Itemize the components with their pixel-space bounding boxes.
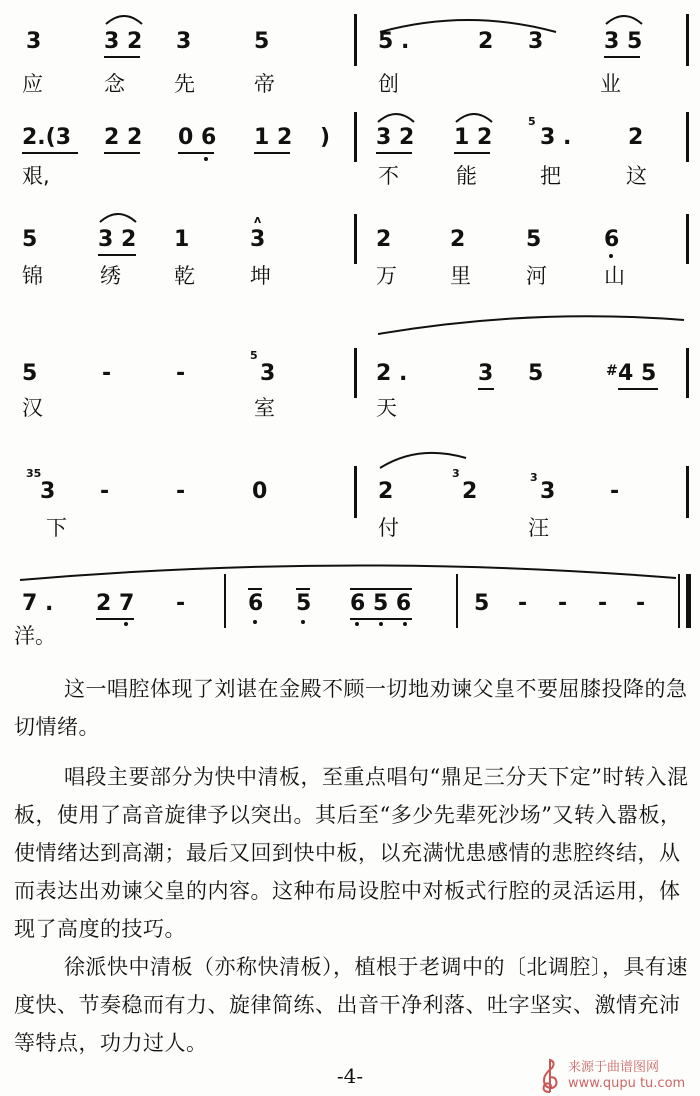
watermark-url: www.qupu tu.com: [568, 1076, 686, 1091]
lyric: 乾: [174, 264, 195, 288]
note: 5: [22, 361, 38, 386]
note: 3: [40, 479, 56, 504]
note: 1 2: [454, 125, 493, 150]
underline: [96, 618, 134, 620]
note: 3: [250, 227, 266, 252]
lyric: 坤: [250, 264, 271, 288]
paragraph-2: 唱段主要部分为快中清板，至重点唱句“鼎足三分天下定”时转入混板，使用了高音旋律予以突出。其后至“多少先辈死沙场”又转入嚣板，使情绪达到高潮；最后又回到快中板，以充满忧患感情的悲腔终结，从而表达出劝谏父皇的内容。这种布局设腔中对板式行腔的灵活运用，体现了高度的技巧。: [14, 765, 689, 941]
grace-note: 5: [250, 349, 258, 362]
note: 3: [540, 479, 556, 504]
note: 0: [252, 479, 268, 504]
bar-line: [224, 574, 226, 628]
note: 6: [604, 227, 620, 252]
score-line-6: [0, 552, 700, 652]
score-line-2: [0, 112, 700, 212]
note: 3: [260, 361, 276, 386]
treble-clef-icon: [536, 1056, 564, 1096]
grace-note: 3: [530, 471, 538, 484]
score-line-5: [0, 434, 700, 540]
lyric: 业: [600, 72, 621, 96]
note: 1 2: [254, 125, 293, 150]
note: -: [176, 479, 186, 504]
note: 5: [296, 591, 312, 616]
underline: [254, 152, 290, 154]
lyric: 汉: [22, 396, 43, 420]
note: -: [598, 591, 608, 616]
lyric: 锦: [22, 264, 43, 288]
lyric: 这: [626, 164, 647, 188]
note: 5: [22, 227, 38, 252]
watermark: [536, 1056, 696, 1096]
note: 2 7: [96, 591, 135, 616]
lyric: 绣: [100, 264, 121, 288]
lyric: 室: [254, 396, 275, 420]
note: 2 .: [376, 361, 408, 386]
bar-line: [354, 214, 357, 264]
note: -: [636, 591, 646, 616]
slur: [18, 558, 678, 582]
underline: [22, 152, 78, 154]
slur: [376, 110, 416, 124]
bar-line: [686, 466, 689, 518]
lyric: 河: [526, 264, 547, 288]
low-octave-dot: [253, 620, 257, 624]
lyric: 付: [378, 516, 399, 540]
low-octave-dot: [124, 622, 128, 626]
lyric: 先: [174, 72, 195, 96]
note: 2: [628, 125, 644, 150]
lyric: 应: [22, 72, 43, 96]
note: 2: [462, 479, 478, 504]
bar-line: [354, 14, 357, 66]
paragraph-3: 徐派快中清板（亦称快清板），植根于老调中的〔北调腔〕，具有速度快、节奏稳而有力、旋律简练、出音干净利落、吐字坚实、激情充沛等特点，功力过人。: [14, 955, 688, 1055]
paragraph-1: 这一唱腔体现了刘谌在金殿不顾一切地劝谏父皇不要屈膝投降的急切情绪。: [14, 677, 688, 739]
note: 5: [528, 361, 544, 386]
note: 3: [528, 29, 544, 54]
bar-line: [354, 348, 357, 398]
note: -: [100, 479, 110, 504]
note: 2: [376, 227, 392, 252]
lyric: 不: [378, 164, 399, 188]
underline: [618, 388, 658, 390]
note: -: [176, 361, 186, 386]
underline: [104, 56, 140, 58]
high-overline: [296, 588, 310, 590]
note: 5: [474, 591, 490, 616]
note: 2: [378, 479, 394, 504]
note: -: [610, 479, 620, 504]
slur: [98, 210, 138, 224]
watermark-text: 来源于曲谱图网: [568, 1060, 660, 1075]
underline: [604, 56, 640, 58]
note: -: [518, 591, 528, 616]
lyric: 创: [378, 72, 399, 96]
note: 3 .: [540, 125, 572, 150]
page-number: -4-: [336, 1064, 364, 1088]
score-line-1: [0, 10, 700, 110]
lyric: 洋。: [14, 624, 56, 648]
score-line-4: [0, 312, 700, 420]
lyric: 里: [450, 264, 471, 288]
note: 6 5 6: [350, 591, 412, 616]
low-octave-dot: [355, 622, 359, 626]
lyric: 下: [46, 516, 67, 540]
note: 3 2: [104, 29, 143, 54]
underline: [478, 388, 494, 390]
slur: [104, 12, 144, 26]
grace-note: 35: [26, 467, 42, 480]
bar-line: [686, 348, 689, 398]
lyric: 把: [540, 164, 561, 188]
note: 7 .: [22, 591, 54, 616]
note: 3: [478, 361, 494, 386]
low-octave-dot: [379, 622, 383, 626]
underline: [178, 152, 214, 154]
note: -: [176, 591, 186, 616]
grace-note: 3: [452, 467, 460, 480]
note: 6: [248, 591, 264, 616]
low-octave-dot: [609, 254, 613, 258]
grace-note: ʌ: [254, 213, 262, 226]
underline: [454, 152, 490, 154]
bar-line: [686, 112, 689, 162]
note: 1: [174, 227, 190, 252]
note: 2: [478, 29, 494, 54]
bar-line: [354, 112, 357, 162]
slur: [454, 110, 494, 124]
final-bar-thick: [686, 574, 691, 628]
note: 2: [450, 227, 466, 252]
note: 0 6: [178, 125, 217, 150]
lyric: 汪: [528, 516, 549, 540]
final-bar-thin: [678, 574, 680, 628]
bar-line: [354, 466, 357, 518]
high-overline: [248, 588, 262, 590]
lyric: 天: [376, 396, 397, 420]
lyric: 万: [376, 264, 397, 288]
note: 3 2: [376, 125, 415, 150]
low-octave-dot: [204, 157, 208, 161]
note: 5 .: [378, 29, 410, 54]
note: 3: [26, 29, 42, 54]
note: 3: [176, 29, 192, 54]
note: 2.(3: [22, 125, 72, 150]
low-octave-dot: [301, 620, 305, 624]
bar-line: [686, 14, 689, 66]
lyric: 能: [456, 164, 477, 188]
note: 5: [254, 29, 270, 54]
low-octave-dot: [403, 622, 407, 626]
high-overline: [350, 588, 412, 590]
note: 2 2: [104, 125, 143, 150]
lyric: 念: [104, 72, 125, 96]
grace-note: #: [606, 363, 618, 379]
note: 3 2: [98, 227, 137, 252]
slur: [604, 12, 644, 26]
bar-line: [456, 574, 458, 628]
lyric: 山: [604, 264, 625, 288]
underline: [98, 254, 136, 256]
grace-note: 5: [528, 115, 536, 128]
slur: [376, 312, 686, 336]
note: ): [320, 125, 331, 150]
note: 3 5: [604, 29, 643, 54]
lyric: 艰,: [22, 164, 50, 188]
underline: [350, 618, 412, 620]
note: 5: [526, 227, 542, 252]
bar-line: [686, 214, 689, 264]
note: 4 5: [618, 361, 657, 386]
underline: [376, 152, 412, 154]
note: -: [558, 591, 568, 616]
underline: [104, 152, 140, 154]
lyric: 帝: [254, 72, 275, 96]
score-line-3: [0, 206, 700, 306]
note: -: [102, 361, 112, 386]
